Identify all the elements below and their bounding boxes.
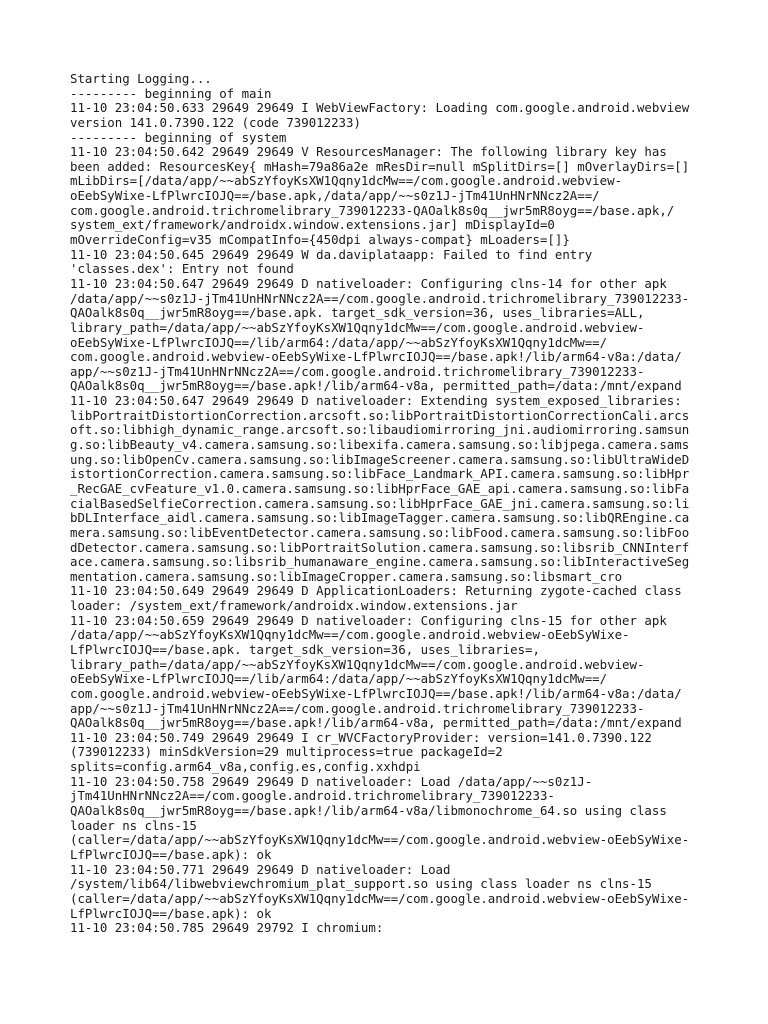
log-line: oEebSyWixe-LfPlwrcIOJQ==/lib/arm64:/data/app/~~abSzYfoyKsXW1Qqny1dcMw==/ [70,335,608,350]
log-line: LfPlwrcIOJQ==/base.apk): ok [70,847,272,862]
log-line: app/~~s0z1J-jTm41UnHNrNNcz2A==/com.google.android.trichromelibrary_739012233- [70,701,645,716]
log-line: 11-10 23:04:50.649 29649 29649 D ApplicationLoaders: Returning zygote-cached class [70,584,682,599]
log-line: libPortraitDistortionCorrection.arcsoft.so:libPortraitDistortionCorrectionCali.arcs [70,408,690,423]
log-line: oft.so:libhigh_dynamic_range.arcsoft.so:libaudiomirroring_jni.audiomirroring.samsun [70,423,690,438]
log-line: --------- beginning of system [70,130,287,145]
log-line: QAOalk8s0q__jwr5mR8oyg==/base.apk!/lib/arm64-v8a/libmonochrome_64.so using class [70,804,667,819]
log-line: mOverrideConfig=v35 mCompatInfo={450dpi always-compat} mLoaders=[]} [70,233,570,248]
log-line: QAOalk8s0q__jwr5mR8oyg==/base.apk. target_sdk_version=36, uses_libraries=ALL, [70,306,645,321]
log-line: jTm41UnHNrNNcz2A==/com.google.android.trichromelibrary_739012233- [70,789,555,804]
log-line: com.google.android.trichromelibrary_739012233-QAOalk8s0q__jwr5mR8oyg==/base.apk,/ [70,203,675,218]
log-line: 11-10 23:04:50.785 29649 29792 I chromium: [70,921,384,936]
log-line: g.so:libBeauty_v4.camera.samsung.so:libexifa.camera.samsung.so:libjpega.camera.sams [70,438,690,453]
log-line: 11-10 23:04:50.758 29649 29649 D nativeloader: Load /data/app/~~s0z1J- [70,774,593,789]
log-line: LfPlwrcIOJQ==/base.apk): ok [70,906,272,921]
log-line: 11-10 23:04:50.645 29649 29649 W da.daviplataapp: Failed to find entry [70,247,593,262]
log-line: loader ns clns-15 [70,818,197,833]
log-line: version 141.0.7390.122 (code 739012233) [70,115,361,130]
log-line: 11-10 23:04:50.642 29649 29649 V ResourcesManager: The following library key has [70,145,667,160]
log-line: system_ext/framework/androidx.window.extensions.jar] mDisplayId=0 [70,218,555,233]
log-line: 11-10 23:04:50.647 29649 29649 D nativeloader: Extending system_exposed_libraries: [70,394,682,409]
log-line: 11-10 23:04:50.647 29649 29649 D nativeloader: Configuring clns-14 for other apk [70,276,667,291]
log-line: QAOalk8s0q__jwr5mR8oyg==/base.apk!/lib/arm64-v8a, permitted_path=/data:/mnt/expand [70,379,682,394]
log-line: istortionCorrection.camera.samsung.so:libFace_Landmark_API.camera.samsung.so:libHpr [70,467,690,482]
log-line: mLibDirs=[/data/app/~~abSzYfoyKsXW1Qqny1dcMw==/com.google.android.webview- [70,174,623,189]
log-line: LfPlwrcIOJQ==/base.apk. target_sdk_version=36, uses_libraries=, [70,642,540,657]
log-line: oEebSyWixe-LfPlwrcIOJQ==/base.apk,/data/app/~~s0z1J-jTm41UnHNrNNcz2A==/ [70,189,600,204]
log-line: bDLInterface_aidl.camera.samsung.so:libImageTagger.camera.samsung.so:libQREngine.ca [70,511,690,526]
log-line: library_path=/data/app/~~abSzYfoyKsXW1Qqny1dcMw==/com.google.android.webview- [70,320,645,335]
log-line: /data/app/~~abSzYfoyKsXW1Qqny1dcMw==/com.google.android.webview-oEebSyWixe- [70,628,630,643]
log-line: 11-10 23:04:50.771 29649 29649 D nativeloader: Load [70,862,451,877]
log-line: loader: /system_ext/framework/androidx.window.extensions.jar [70,599,518,614]
log-line: 11-10 23:04:50.633 29649 29649 I WebViewFactory: Loading com.google.android.webview [70,101,690,116]
log-line: mera.samsung.so:libEventDetector.camera.samsung.so:libFood.camera.samsung.so:libFoo [70,525,690,540]
log-line: dDetector.camera.samsung.so:libPortraitSolution.camera.samsung.so:libsrib_CNNInterf [70,540,690,555]
log-line: app/~~s0z1J-jTm41UnHNrNNcz2A==/com.google.android.trichromelibrary_739012233- [70,364,645,379]
log-line: QAOalk8s0q__jwr5mR8oyg==/base.apk!/lib/arm64-v8a, permitted_path=/data:/mnt/expand [70,716,682,731]
log-line: (caller=/data/app/~~abSzYfoyKsXW1Qqny1dcMw==/com.google.android.webview-oEebSyWixe- [70,833,690,848]
log-line: /data/app/~~s0z1J-jTm41UnHNrNNcz2A==/com.google.android.trichromelibrary_739012233- [70,291,690,306]
log-line: oEebSyWixe-LfPlwrcIOJQ==/lib/arm64:/data/app/~~abSzYfoyKsXW1Qqny1dcMw==/ [70,672,608,687]
log-line: --------- beginning of main [70,86,272,101]
log-line: been added: ResourcesKey{ mHash=79a86a2e mResDir=null mSplitDirs=[] mOverlayDirs=[] [70,159,690,174]
log-line: splits=config.arm64_v8a,config.es,config.xxhdpi [70,760,421,775]
log-line: library_path=/data/app/~~abSzYfoyKsXW1Qqny1dcMw==/com.google.android.webview- [70,657,645,672]
log-line: cialBasedSelfieCorrection.camera.samsung.so:libHprFace_GAE_jni.camera.samsung.so:li [70,496,690,511]
log-line: 'classes.dex': Entry not found [70,262,294,277]
log-line: _RecGAE_cvFeature_v1.0.camera.samsung.so:libHprFace_GAE_api.camera.samsung.so:libFa [70,481,690,496]
log-line: com.google.android.webview-oEebSyWixe-LfPlwrcIOJQ==/base.apk!/lib/arm64-v8a:/data/ [70,686,682,701]
log-line: mentation.camera.samsung.so:libImageCropper.camera.samsung.so:libsmart_cro [70,569,623,584]
log-line: (caller=/data/app/~~abSzYfoyKsXW1Qqny1dcMw==/com.google.android.webview-oEebSyWixe- [70,891,690,906]
log-line: 11-10 23:04:50.749 29649 29649 I cr_WVCFactoryProvider: version=141.0.7390.122 [70,730,652,745]
log-line: ace.camera.samsung.so:libsrib_humanaware_engine.camera.samsung.so:libInteractiveSeg [70,555,690,570]
log-output [70,72,700,936]
log-line: /system/lib64/libwebviewchromium_plat_support.so using class loader ns clns-15 [70,877,652,892]
log-line: (739012233) minSdkVersion=29 multiprocess=true packageId=2 [70,745,503,760]
log-line: ung.so:libOpenCv.camera.samsung.so:libImageScreener.camera.samsung.so:libUltraWideD [70,452,690,467]
log-line: 11-10 23:04:50.659 29649 29649 D nativeloader: Configuring clns-15 for other apk [70,613,667,628]
log-line: Starting Logging... [70,72,212,86]
log-line: com.google.android.webview-oEebSyWixe-LfPlwrcIOJQ==/base.apk!/lib/arm64-v8a:/data/ [70,350,682,365]
